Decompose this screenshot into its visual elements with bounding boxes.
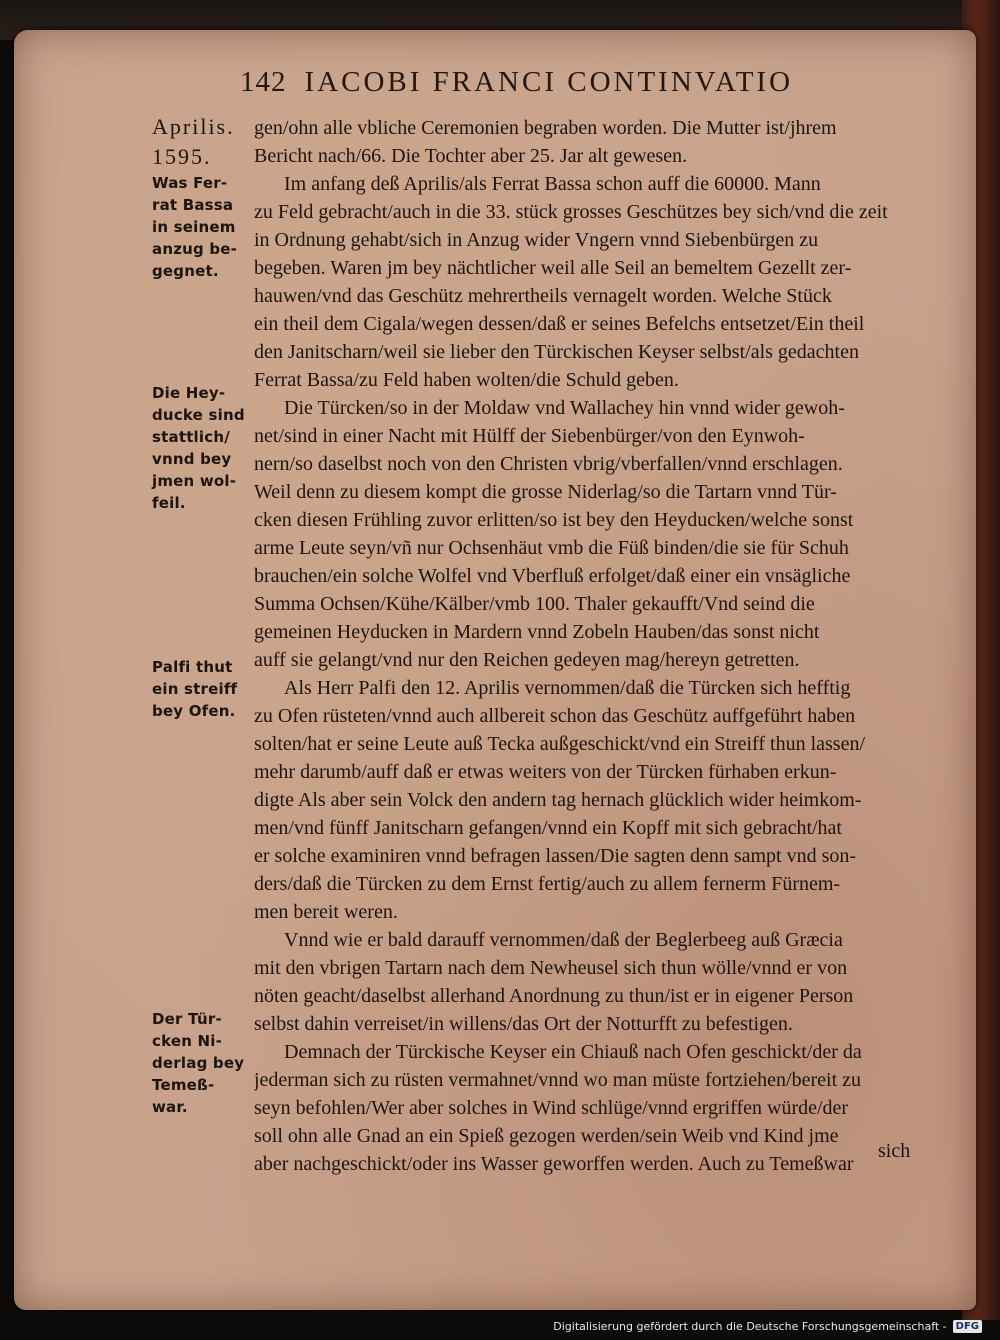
text-line: Als Herr Palfi den 12. Aprilis vernommen/daß die Türcken sich hefftig: [284, 677, 851, 699]
text-line: mehr darumb/auff daß er etwas weiters von der Türcken fürhaben erkun-: [254, 761, 837, 783]
text-line: Demnach der Türckische Keyser ein Chiauß nach Ofen geschickt/der da: [284, 1041, 862, 1063]
text-line: digte Als aber sein Volck den andern tag hernach glücklich wider heimkom-: [254, 789, 862, 811]
footer-credit: Digitalisierung gefördert durch die Deutsche Forschungsgemeinschaft -: [553, 1320, 947, 1333]
running-header: [240, 66, 793, 99]
text-line: gemeinen Heyducken in Mardern vnnd Zobeln Hauben/das sonst nicht: [254, 621, 820, 643]
text-line: cken diesen Frühling zuvor erlitten/so ist bey den Heyducken/welche sonst: [254, 509, 854, 531]
text-line: auff sie gelangt/vnd nur den Reichen gedeyen mag/hereyn getretten.: [254, 649, 800, 671]
text-line: Im anfang deß Aprilis/als Ferrat Bassa schon auff die 60000. Mann: [284, 173, 821, 195]
catchword: sich: [878, 1140, 911, 1162]
text-line: ders/daß die Türcken zu dem Ernst fertig/auch zu allem fernerm Fürnem-: [254, 873, 841, 895]
text-line: men bereit weren.: [254, 901, 398, 923]
text-line: solten/hat er seine Leute auß Tecka außgeschickt/vnd ein Streiff thun lassen/: [254, 733, 866, 755]
text-line: seyn befohlen/Wer aber solches in Wind schlüge/vnnd ergriffen würde/der: [254, 1097, 849, 1119]
text-line: men/vnd fünff Janitscharn gefangen/vnnd ein Kopff mit sich gebracht/hat: [254, 817, 842, 839]
text-line: in Ordnung gehabt/sich in Anzug wider Vngern vnnd Siebenbürgen zu: [254, 229, 819, 251]
text-line: Ferrat Bassa/zu Feld haben wolten/die Schuld geben.: [254, 369, 679, 391]
text-line: Summa Ochsen/Kühe/Kälber/vmb 100. Thaler gekaufft/Vnd seind die: [254, 593, 815, 615]
text-line: zu Feld gebracht/auch in die 33. stück grosses Geschützes bey sich/vnd die zeit: [254, 201, 888, 223]
digitization-footer: [553, 1320, 982, 1333]
text-line: nern/so daselbst noch von den Christen vbrig/vberfallen/vnnd erschlagen.: [254, 453, 843, 475]
text-line: Bericht nach/66. Die Tochter aber 25. Jar alt gewesen.: [254, 145, 688, 167]
text-line: nöten geacht/daselbst allerhand Anordnung zu thun/ist er in eigener Person: [254, 985, 854, 1007]
page-number: 142: [240, 66, 287, 98]
body-text: [254, 112, 930, 1175]
text-line: begeben. Waren jm bey nächtlicher weil alle Seil an bemeltem Gezellt zer-: [254, 257, 852, 279]
text-line: aber nachgeschickt/oder ins Wasser geworffen werden. Auch zu Temeßwar: [254, 1153, 854, 1175]
text-line: jederman sich zu rüsten vermahnet/vnnd wo man müste fortziehen/bereit zu: [254, 1069, 862, 1091]
text-line: zu Ofen rüsteten/vnnd auch allbereit schon das Geschütz auffgeführt haben: [254, 705, 856, 727]
margin-note-date: Aprilis. 1595.: [152, 114, 235, 169]
margin-notes: [152, 112, 252, 1192]
text-line: er solche examiniren vnnd befragen lassen/Die sagten denn sampt vnd son-: [254, 845, 857, 867]
margin-note-palfi: Palfi thut ein streiff bey Ofen.: [152, 658, 238, 720]
text-line: arme Leute seyn/vñ nur Ochsenhäut vmb die Füß binden/die sie für Schuh: [254, 537, 849, 559]
text-line: soll ohn alle Gnad an ein Spieß gezogen werden/sein Weib vnd Kind jme: [254, 1125, 839, 1147]
dfg-logo-icon: DFG: [953, 1320, 982, 1333]
text-line: Vnnd wie er bald darauff vernommen/daß der Beglerbeeg auß Græcia: [284, 929, 843, 951]
margin-note-heyducken: Die Hey- ducke sind stattlich/ vnnd bey jmen wol- feil.: [152, 384, 245, 512]
text-line: ein theil dem Cigala/wegen dessen/daß er seines Befelchs entsetzet/Ein theil: [254, 313, 865, 335]
running-title: IACOBI FRANCI CONTINVATIO: [304, 66, 794, 98]
text-line: mit den vbrigen Tartarn nach dem Newheusel sich thun wölle/vnnd er von: [254, 957, 848, 979]
text-line: den Janitscharn/weil sie lieber den Türckischen Keyser selbst/als gedachten: [254, 341, 859, 363]
text-line: gen/ohn alle vbliche Ceremonien begraben worden. Die Mutter ist/jhrem: [254, 117, 837, 139]
margin-note-niderlag: Der Tür- cken Ni- derlag bey Temeß- war.: [152, 1010, 245, 1116]
margin-note-ferrat: Was Fer- rat Bassa in seinem anzug be- gegnet.: [152, 174, 238, 280]
text-line: hauwen/vnd das Geschütz mehrertheils vernagelt worden. Welche Stück: [254, 285, 832, 307]
text-line: Weil denn zu diesem kompt die grosse Niderlag/so die Tartarn vnnd Tür-: [254, 481, 837, 503]
text-line: brauchen/ein solche Wolfel vnd Vberfluß erfolget/daß einer ein vnsägliche: [254, 565, 851, 587]
text-line: selbst dahin verreiset/in willens/das Ort der Notturfft zu befestigen.: [254, 1013, 793, 1035]
text-line: Die Türcken/so in der Moldaw vnd Wallachey hin vnnd wider gewoh-: [284, 397, 845, 419]
text-line: net/sind in einer Nacht mit Hülff der Siebenbürger/von den Eynwoh-: [254, 425, 805, 447]
